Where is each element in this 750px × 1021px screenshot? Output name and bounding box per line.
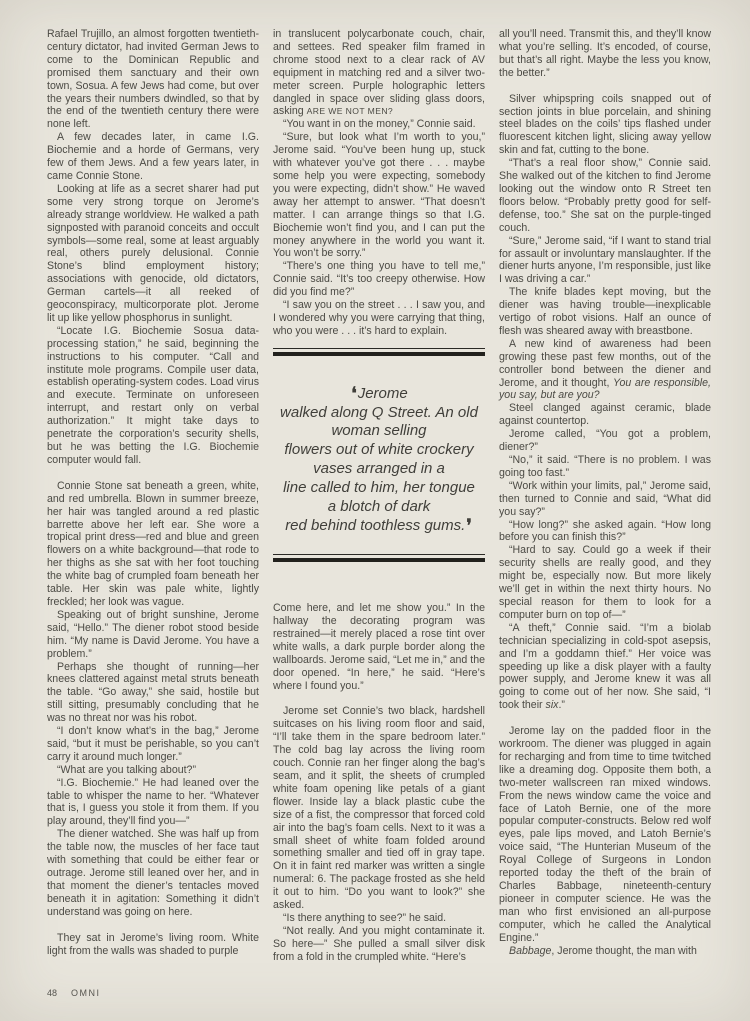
column-right bbox=[499, 28, 711, 957]
column-middle bbox=[273, 28, 485, 964]
paragraph: “How long?” she asked again. “How long before you can finish this?” bbox=[499, 518, 711, 544]
pull-quote bbox=[273, 384, 485, 536]
paragraph: “What are you talking about?” bbox=[57, 763, 196, 776]
paragraph: “You want in on the money,” Connie said. bbox=[283, 118, 476, 131]
paragraph: “Hard to say. Could go a week if their security shells are really good, and they might be, especially now. But more likely we’ll get in within the next thirty hours. No special reason for them to look for a computer burn on top of—” bbox=[499, 544, 711, 621]
paragraph: “Is there anything to see?” he said. bbox=[283, 911, 447, 924]
paragraph: Come here, and let me show you.” In the hallway the decorating program was restrained—it merely placed a rose tint over white walls, a dark purple border along the wallboards. Jerome said, “Let me in,” and the door opened. “In here,” he said. “Here’s where I found you.” bbox=[273, 602, 485, 692]
paragraph: Steel clanged against ceramic, blade against countertop. bbox=[499, 402, 711, 428]
paragraph: “That’s a real floor show,” Connie said. She walked out of the kitchen to find Jerome looking out the window onto R Street ten floors below. “Probably pretty good for self-defense, too.” She sat on the purple-tinged couch. bbox=[499, 157, 711, 234]
pull-quote-top-rule bbox=[273, 348, 485, 356]
paragraph: A few decades later, in came I.G. Biochemie and a horde of Germans, very few of them Jews. And a few years later, in came Connie Stone. bbox=[47, 131, 259, 182]
thick-rule bbox=[273, 352, 485, 356]
column-middle-bottom-text bbox=[273, 602, 485, 963]
paragraph: “Sure, but look what I’m worth to you,” Jerome said. “You’ve been hung up, stuck with whatever you’ve got there . . . maybe some help you were expecting, somebody you were expecting, didn’t show.” He waved away her attempt to answer. “That doesn’t matter. I can arrange things so that I.G. Biochemie won’t find you, and I can put the money anywhere in the world you want it. You won’t be sorry.” bbox=[273, 131, 485, 260]
pull-quote-line: a blotch of dark bbox=[327, 497, 431, 515]
paragraph: “I saw you on the street . . . I saw you, and I wondered why you were carrying that thing, who you were . . . it’s hard to explain. bbox=[273, 299, 485, 337]
paragraph: “Not really. And you might contaminate it. So here—” She pulled a small silver disk from a fold in the crumpled white. “Here’s bbox=[273, 924, 485, 963]
paragraph: “No,” it said. “There is no problem. I was going too fast.” bbox=[499, 454, 711, 479]
paragraph: all you’ll need. Transmit this, and they’ll know what you’re selling. It’s encoded, of course, but that’s all right. Maybe the less you know, the better.” bbox=[499, 28, 711, 79]
column-middle-top-text bbox=[273, 28, 485, 338]
pull-quote-bottom-rule bbox=[273, 554, 485, 562]
thin-rule bbox=[273, 348, 485, 349]
paragraph: in translucent polycarbonate couch, chair, and settees. Red speaker film framed in chrome stood next to a clear rack of AV equipment in matching red and a silver two-meter screen. Purple holographic letters dangled in space over sliding glass doors, asking ARE WE NOT MEN? bbox=[273, 28, 485, 118]
paragraph: Speaking out of bright sunshine, Jerome said, “Hello.” The diener robot stood beside him. “My name is David Jerome. You have a problem.” bbox=[47, 608, 259, 660]
paragraph: Connie Stone sat beneath a green, white, and red umbrella. Blown in summer breeze, her hair was tangled around a red plastic barrette above her left ear. She wore a tropical print dress—red and blue and green flowers on a white background—that rode to her thighs as she sat with her foot touching the white bag of crumpled foam beneath her table. Her skin was pale white, lightly freckled; her look was vague. bbox=[47, 479, 259, 608]
pull-quote-line: red behind toothless gums.❜ bbox=[285, 516, 472, 536]
paragraph: “I don’t know what’s in the bag,” Jerome said, “but it must be perishable, so you can’t carry it around much longer.” bbox=[47, 725, 259, 763]
paragraph: Jerome called, “You got a problem, diener?” bbox=[499, 428, 711, 454]
paragraph: The diener watched. She was half up from the table now, the muscles of her face taut with something that could be either fear or outrage. Jerome still leaned over her, and in that moment the diener’s tentacles moved beneath it in agitation: Something it didn’t understand was going on here. bbox=[47, 828, 259, 918]
open-quote-mark: ❛ bbox=[351, 383, 357, 403]
paragraph: Silver whipspring coils snapped out of section joints in blue porcelain, and shining steel blades on the coils’ tips flashed under fluorescent kitchen light, slicing away yellow skin and fat, cutting to the bone. bbox=[499, 92, 711, 157]
pull-quote-line: woman selling bbox=[331, 422, 427, 440]
spacer bbox=[273, 562, 485, 576]
pull-quote-line: vases arranged in a bbox=[313, 459, 445, 477]
paragraph: Jerome set Connie’s two black, hardshell suitcases on his living room floor and said, “I’ll take them in the spare bedroom later.” The cold bag lay across the living room couch. Connie ran her finger along the bag’s seam, and it split, the sheets of crumpled white foam opening like petals of a giant flower. Inside lay a black plastic cube the size of a fist, the compressor that forced cold air into the bag’s foam cells. Next to it was a small sheet of white foam folded around something smaller and tied off in gray tape. On it in faint red marker was written a single numeral: 6. The package frosted as she held it out to him. “Do you want to look?” she asked. bbox=[273, 705, 485, 912]
paragraph: Rafael Trujillo, an almost forgotten twentieth-century dictator, had invited German Jews to come to the Dominican Republic and promised them sanctuary and their own town, Sosua. A few Jews had come, but over the years their numbers dwindled, so that by the end of the twentieth century there were none left. bbox=[47, 28, 259, 131]
page-number: 48 bbox=[47, 988, 58, 998]
paragraph: “Sure,” Jerome said, “if I want to stand trial for assault or involuntary manslaughter. If the diener hurts anyone, I’m responsible, just like I was driving a car.” bbox=[499, 234, 711, 286]
pull-quote-line: ❛Jerome bbox=[351, 383, 408, 403]
pull-quote-line: line called to him, her tongue bbox=[283, 478, 475, 496]
column-right-text bbox=[499, 28, 711, 957]
paragraph: Looking at life as a secret sharer had put some very strong torque on Jerome’s already strange worldview. He walked a path signposted with paranoid conceits and occult symbols—some real, some at least arguably real, others purely delusional. Connie Stone’s blind employment history; associations with genocide, old dictators, German cartels—it all reeked of geoconspiracy, multicorporate plot. Jerome lit up like yellow phosphorus in sunlight. bbox=[47, 182, 259, 324]
pull-quote-line: walked along Q Street. An old bbox=[280, 403, 478, 421]
paragraph: A new kind of awareness had been growing these past few months, out of the controller bond between the diener and Jerome, and it thought, You are responsible, you say, but are you? bbox=[499, 337, 711, 402]
paragraph: “There’s one thing you have to tell me,” Connie said. “It’s too creepy otherwise. How did you find me?” bbox=[273, 260, 485, 299]
paragraph: Jerome lay on the padded floor in the workroom. The diener was plugged in again for recharging and from time to time twitched like a dreaming dog. Opposite them both, a two-meter wallscreen ran mixed windows. From the news window came the voice and face of Latoh Bernie, one of the more popular computer-constructs. Below red wolf eyes, pale lips moved, and Latoh Bernie’s voice said, “The Hunterian Museum of the Royal College of Surgeons in London reported today the theft of the brain of Charles Babbage, nineteenth-century pioneer in computer science. He was the man who first envisioned an all-purpose computer, which he called the Analytical Engine.” bbox=[499, 725, 711, 944]
paragraph: “Work within your limits, pal,” Jerome said, then turned to Connie and said, “What did you say?” bbox=[499, 479, 711, 518]
thin-rule bbox=[273, 554, 485, 555]
pull-quote-line: flowers out of white crockery bbox=[284, 441, 474, 459]
paragraph: “I.G. Biochemie.” He had leaned over the table to whisper the name to her. “Whatever that is, I guess you stole it from them. If you play around, they’ll find you—” bbox=[47, 776, 259, 828]
paragraph: “A theft,” Connie said. “I’m a biolab technician specializing in cold-spot asepsis, and I’m a goddamn thief.” Her voice was speeding up like a disk player with a faulty power supply, and Jerome knew it was all going to come out of her now. She said, “I took their six.” bbox=[499, 621, 711, 712]
paragraph: Babbage, Jerome thought, the man with bbox=[509, 944, 697, 957]
magazine-name: OMNI bbox=[71, 988, 101, 998]
column-left bbox=[47, 28, 259, 957]
paragraph: They sat in Jerome’s living room. White light from the walls was shaded to purple bbox=[47, 931, 259, 957]
page-footer bbox=[47, 988, 101, 998]
column-left-text bbox=[47, 28, 259, 957]
paragraph: “Locate I.G. Biochemie Sosua data-processing station,” he said, beginning the instructions to his computer. “Call and institute mole programs. Compile user data, establish operating-system codes. Load virus and execute. Terminate on unforeseen interrupt, and restart only on verbal authorization.” It might take days to penetrate the corporation’s security shells, but he was betting the I.G. Biochemie computer would fall. bbox=[47, 324, 259, 466]
paragraph: Perhaps she thought of running—her knees clattered against metal struts beneath the table. “Go away,” she said, hostile but still sitting, presumably concluding that he was no threat nor was his robot. bbox=[47, 660, 259, 725]
small-caps-text: ARE WE NOT MEN? bbox=[306, 106, 394, 117]
paragraph: The knife blades kept moving, but the diener was having trouble—inexplicable vertigo of robot visions. Half an ounce of flesh was sheared away with breastbone. bbox=[499, 286, 711, 337]
close-quote-mark: ❜ bbox=[466, 516, 472, 536]
